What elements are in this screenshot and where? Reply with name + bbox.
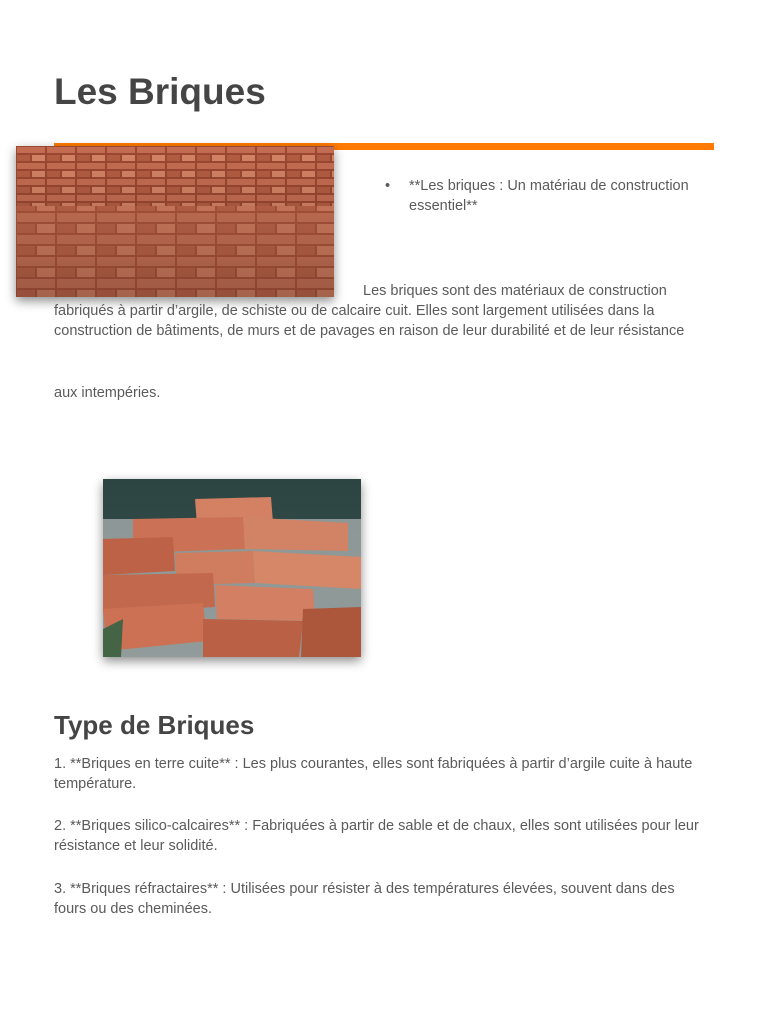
- brick-type-item-3: 3. **Briques réfractaires** : Utilisées pour résister à des températures élevées, souvent dans des fours ou des cheminées.: [54, 881, 675, 917]
- document-title: Les Briques: [54, 71, 266, 112]
- section-heading: Type de Briques: [54, 710, 255, 740]
- bricks-stack-image: [16, 146, 334, 297]
- bullet-text: **Les briques : Un matériau de construction essentiel**: [409, 178, 689, 214]
- bullet-marker: •: [385, 178, 391, 194]
- brick-type-item-1: 1. **Briques en terre cuite** : Les plus courantes, elles sont fabriquées à partir d’argile cuite à haute température.: [54, 756, 693, 792]
- brick-type-item-2: 2. **Briques silico-calcaires** : Fabriquées à partir de sable et de chaux, elles sont utilisées pour leur résistance et leur solidité.: [54, 818, 699, 854]
- intro-paragraph-continuation: aux intempéries.: [54, 385, 161, 401]
- intro-paragraph: Les briques sont des matériaux de construction fabriqués à partir d’argile, de schiste ou de calcaire cuit. Elles sont largement utilisées dans la construction de bâtiments, de murs et de pavages en raison de leur durabilité et de leur résistance: [54, 283, 685, 339]
- bricks-pallet-image: [103, 479, 361, 657]
